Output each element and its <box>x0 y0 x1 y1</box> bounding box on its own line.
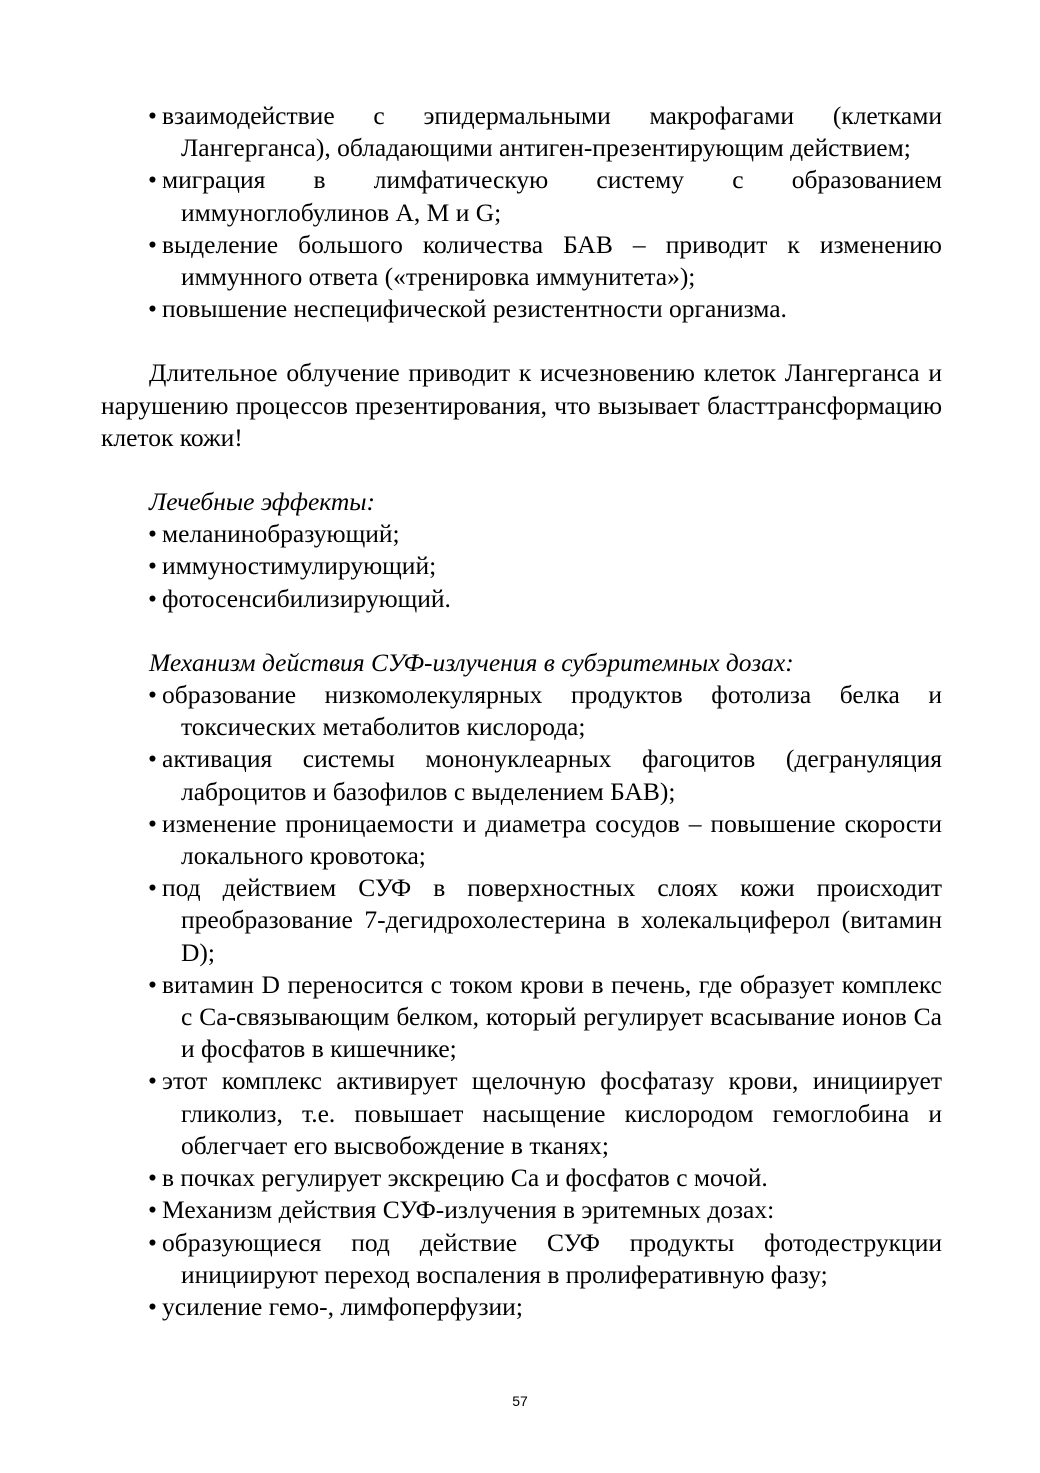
list-item: • выделение большого количества БАВ – приводит к изменению иммунного ответа («тренировка иммунитета»); <box>148 229 942 292</box>
bullet: • <box>148 551 157 581</box>
list-item: • взаимодействие с эпидермальными макрофагами (клетками Лангерганса), обладающими антиген-презентирующим действием; <box>148 101 942 163</box>
bullet: • <box>148 101 157 130</box>
list-item: • усиление гемо-, лимфоперфузии; <box>101 1291 942 1323</box>
list-item: • витамин D переносится с током крови в печень, где образует комплекс с Са-связывающим белком, который регулирует всасывание ионов Са и фосфатов в кишечнике; <box>148 969 942 1064</box>
bullet: • <box>148 873 157 903</box>
list-item: • иммуностимулирующий; <box>101 550 942 582</box>
section-heading-therapeutic-effects: Лечебные эффекты: <box>149 487 376 517</box>
bullet: • <box>148 969 157 999</box>
section-heading-mechanism: Механизм действия СУФ-излучения в субэритемных дозах: <box>149 647 794 677</box>
bullet: • <box>148 1291 157 1321</box>
section-1-list <box>101 100 942 325</box>
list-item: • под действием СУФ в поверхностных слоях кожи происходит преобразование 7-дегидрохолестерина в холекальциферол (витамин D); <box>148 873 942 967</box>
spacer <box>101 615 942 647</box>
bullet: • <box>148 744 157 774</box>
bullet: • <box>148 583 157 613</box>
list-item: • Механизм действия СУФ-излучения в эритемных дозах: <box>101 1194 942 1226</box>
list-item: • фотосенсибилизирующий. <box>101 583 942 615</box>
section-3-list <box>101 679 942 1323</box>
bullet: • <box>148 294 157 324</box>
bullet: • <box>148 1195 157 1225</box>
list-item: • этот комплекс активирует щелочную фосфатазу крови, инициирует гликолиз, т.е. повышает насыщение кислородом гемоглобина и облегчает его высвобождение в тканях; <box>148 1066 942 1160</box>
list-item: • меланинобразующий; <box>101 518 942 550</box>
spacer <box>101 325 942 357</box>
bullet: • <box>148 519 157 549</box>
bullet: • <box>148 165 157 195</box>
list-item: • активация системы мононуклеарных фагоцитов (дегрануляция лаброцитов и базофилов с выделением БАВ); <box>148 744 942 806</box>
bullet: • <box>148 1163 157 1193</box>
list-item: • в почках регулирует экскрецию Са и фосфатов с мочой. <box>101 1162 942 1194</box>
list-item: • миграция в лимфатическую систему с образованием иммуноглобулинов А, M и G; <box>148 165 942 227</box>
bullet: • <box>148 680 157 710</box>
bullet: • <box>148 1227 157 1257</box>
body-paragraph: Длительное облучение приводит к исчезновению клеток Лангерганса и нарушению процессов презентирования, что вызывает бласттрансформацию клеток кожи! <box>101 358 942 452</box>
page-number: 57 <box>512 1393 528 1409</box>
section-2-list <box>101 518 942 615</box>
spacer <box>101 454 942 486</box>
bullet: • <box>148 808 157 838</box>
bullet: • <box>148 229 157 259</box>
list-item: • образующиеся под действие СУФ продукты фотодеструкции инициируют переход воспаления в пролиферативную фазу; <box>148 1227 942 1289</box>
list-item: • повышение неспецифической резистентности организма. <box>101 293 942 325</box>
list-item: • изменение проницаемости и диаметра сосудов – повышение скорости локального кровотока; <box>148 808 942 871</box>
list-item: • образование низкомолекулярных продуктов фотолиза белка и токсических метаболитов кислорода; <box>148 680 942 742</box>
page-content <box>101 100 942 1323</box>
bullet: • <box>148 1066 157 1096</box>
